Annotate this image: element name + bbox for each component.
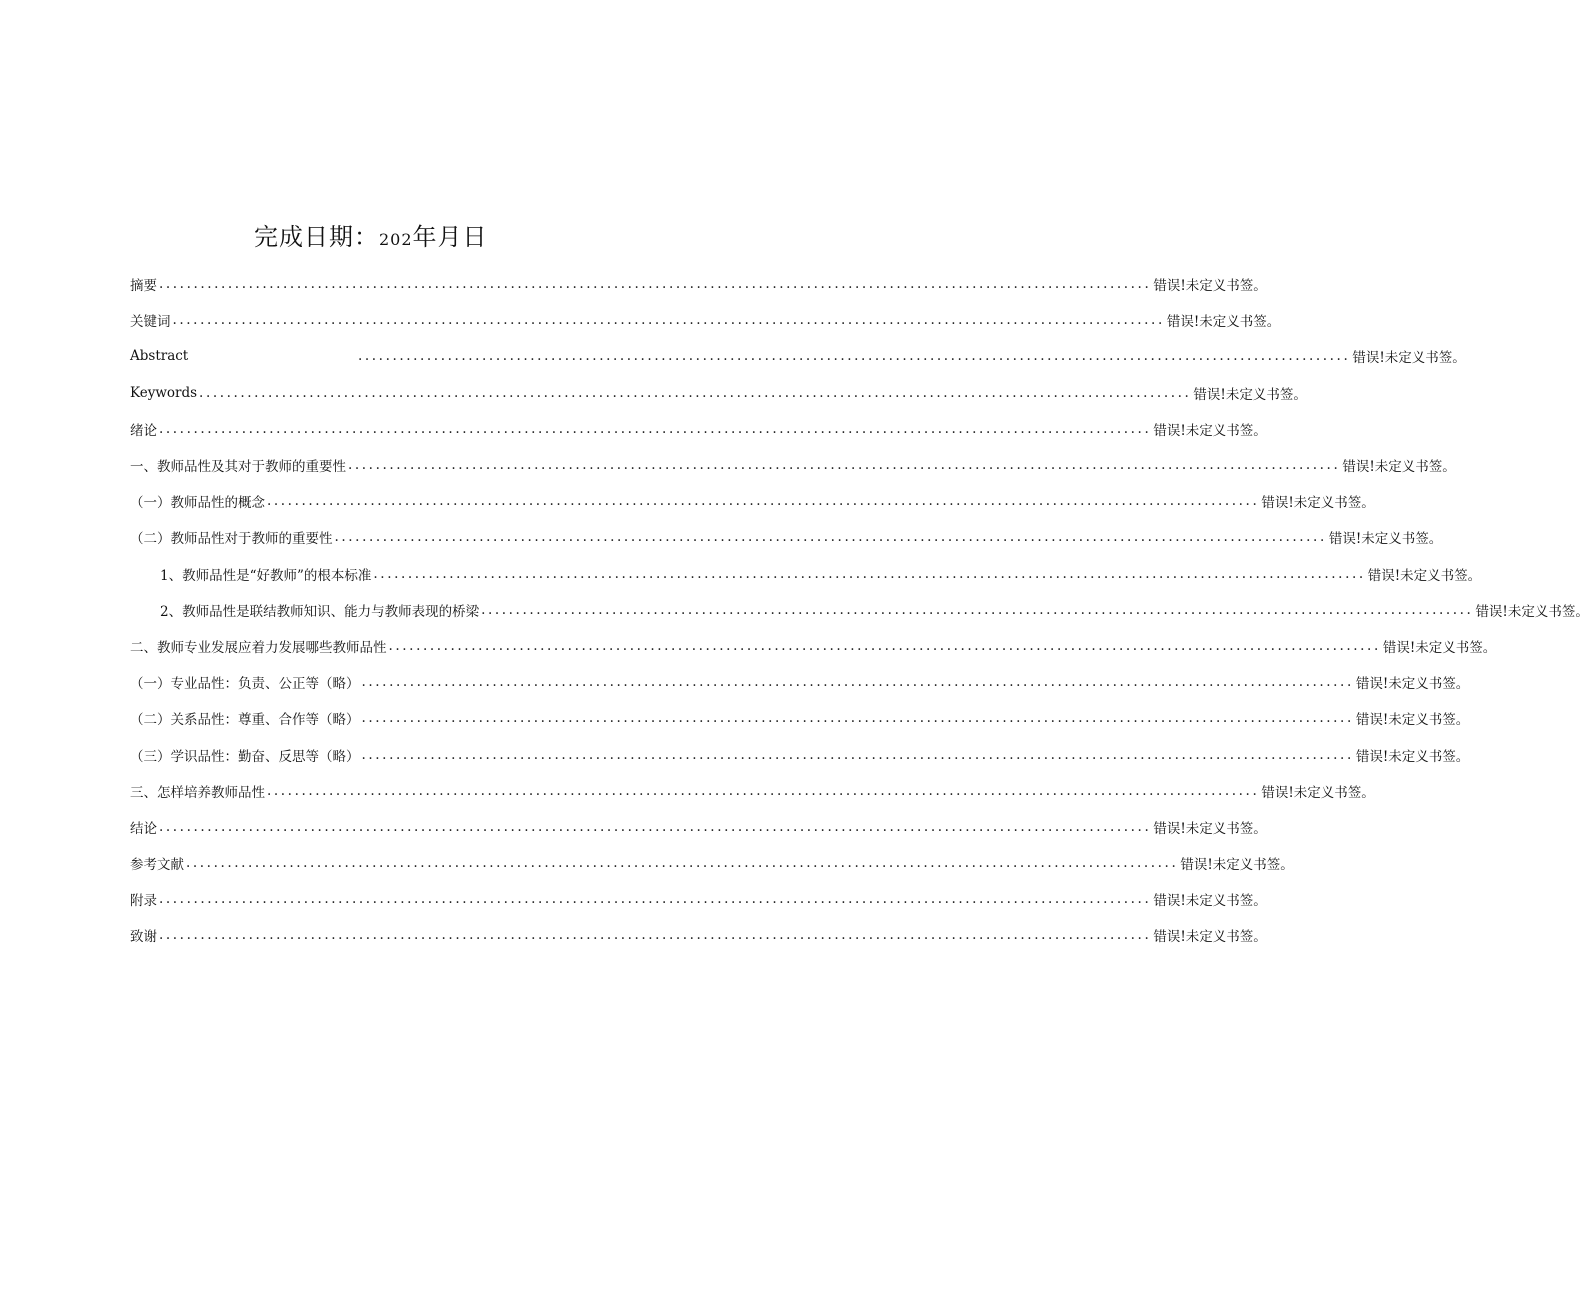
toc-leader-dots: ................................................................................................................................................ [334, 529, 1327, 546]
toc-entry-label: 2、教师品性是联结教师知识、能力与教师表现的桥梁 [160, 603, 480, 620]
toc-entry-page: 错误!未定义书签。 [1153, 893, 1267, 910]
toc-entry-page: 错误!未定义书签。 [1355, 712, 1470, 729]
toc-entry-label: Keywords [130, 384, 198, 401]
toc-entry-references[interactable] [130, 845, 1294, 881]
toc-entry-label: 附录 [130, 893, 157, 910]
toc-leader-dots: ................................................................................................................................................ [159, 891, 1152, 908]
toc-entry-section-2-3[interactable] [130, 736, 1470, 772]
toc-entry-section-1-1[interactable] [130, 483, 1375, 519]
toc-entry-introduction[interactable] [130, 411, 1267, 447]
toc-entry-label: 1、教师品性是“好教师”的根本标准 [160, 567, 372, 584]
toc-entry-conclusion[interactable] [130, 809, 1267, 845]
toc-entry-page: 错误!未定义书签。 [1153, 929, 1267, 946]
toc-entry-subsection-2[interactable] [130, 592, 1589, 628]
toc-leader-dots: ................................................................................................................................................ [186, 855, 1179, 872]
toc-leader-dots: ................................................................................................................................................ [159, 818, 1152, 835]
toc-leader-dots: ................................................................................................................................................ [373, 565, 1366, 582]
toc-entry-label: 绪论 [130, 422, 157, 439]
toc-entry-subsection-1[interactable] [130, 556, 1482, 592]
toc-entry-chapter-1[interactable] [130, 447, 1456, 483]
toc-leader-dots: ................................................................................................................................................ [172, 312, 1165, 329]
toc-leader-dots: ................................................................................................................................................ [159, 420, 1152, 437]
toc-entry-section-2-1[interactable] [130, 664, 1470, 700]
toc-entry-section-1-2[interactable] [130, 519, 1443, 555]
toc-entry-section-2-2[interactable] [130, 700, 1470, 736]
toc-entry-page: 错误!未定义书签。 [1328, 531, 1443, 548]
toc-entry-page: 错误!未定义书签。 [1355, 676, 1470, 693]
toc-entry-label: （一）教师品性的概念 [130, 495, 265, 512]
toc-entry-abstract-cn[interactable] [130, 266, 1267, 302]
toc-entry-chapter-3[interactable] [130, 773, 1375, 809]
toc-entry-page: 错误!未定义书签。 [1355, 748, 1470, 765]
toc-entry-page: 错误!未定义书签。 [1475, 603, 1589, 620]
title-suffix: 年月日 [412, 223, 488, 251]
toc-entry-label: （二）教师品性对于教师的重要性 [130, 531, 333, 548]
toc-entry-page: 错误!未定义书签。 [1261, 495, 1375, 512]
toc-entry-label: 参考文献 [130, 857, 184, 874]
toc-leader-dots: ................................................................................................................................................ [348, 457, 1341, 474]
toc-leader-dots: ................................................................................................................................................ [159, 276, 1152, 293]
toc-entry-label: （二）关系品性：尊重、合作等（略） [130, 712, 360, 729]
toc-entry-page: 错误!未定义书签。 [1367, 567, 1482, 584]
toc-entry-keywords-en[interactable] [130, 375, 1307, 411]
completion-date-title [254, 217, 488, 252]
toc-entry-label: 二、教师专业发展应着力发展哪些教师品性 [130, 639, 387, 656]
toc-entry-label: 三、怎样培养教师品性 [130, 784, 265, 801]
toc-entry-page: 错误!未定义书签。 [1382, 639, 1497, 656]
toc-entry-label: 一、教师品性及其对于教师的重要性 [130, 459, 346, 476]
toc-leader-dots: ................................................................................................................................................ [481, 601, 1474, 618]
toc-entry-acknowledgements[interactable] [130, 917, 1267, 953]
toc-entry-label: 关键词 [130, 314, 171, 331]
toc-leader-dots: ................................................................................................................................................ [159, 927, 1152, 944]
table-of-contents [130, 266, 1589, 954]
toc-leader-dots: ................................................................................................................................................ [361, 746, 1354, 763]
toc-leader-dots: ................................................................................................................................................ [358, 348, 1351, 365]
toc-entry-label: 致谢 [130, 929, 157, 946]
toc-entry-label: 摘要 [130, 278, 157, 295]
toc-entry-page: 错误!未定义书签。 [1153, 422, 1267, 439]
toc-entry-chapter-2[interactable] [130, 628, 1497, 664]
title-prefix: 完成日期： [254, 223, 379, 251]
toc-entry-page: 错误!未定义书签。 [1153, 820, 1267, 837]
toc-entry-appendix[interactable] [130, 881, 1267, 917]
toc-entry-label: （三）学识品性：勤奋、反思等（略） [130, 748, 360, 765]
toc-leader-dots: ................................................................................................................................................ [361, 710, 1354, 727]
toc-entry-label: Abstract [130, 348, 189, 365]
toc-entry-abstract-en[interactable] [130, 338, 1466, 374]
title-year: 202 [379, 230, 413, 249]
toc-entry-page: 错误!未定义书签。 [1261, 784, 1375, 801]
toc-leader-dots: ................................................................................................................................................ [199, 384, 1192, 401]
toc-entry-label: （一）专业品性：负责、公正等（略） [130, 676, 360, 693]
toc-entry-page: 错误!未定义书签。 [1193, 386, 1307, 403]
toc-entry-page: 错误!未定义书签。 [1153, 278, 1267, 295]
toc-entry-keywords-cn[interactable] [130, 302, 1281, 338]
toc-leader-dots: ................................................................................................................................................ [267, 782, 1260, 799]
toc-leader-dots: ................................................................................................................................................ [361, 674, 1354, 691]
toc-entry-page: 错误!未定义书签。 [1166, 314, 1281, 331]
toc-entry-page: 错误!未定义书签。 [1342, 459, 1456, 476]
toc-leader-dots: ................................................................................................................................................ [267, 493, 1260, 510]
toc-entry-label: 结论 [130, 820, 157, 837]
toc-entry-page: 错误!未定义书签。 [1352, 350, 1466, 367]
toc-leader-dots: ................................................................................................................................................ [388, 637, 1381, 654]
toc-entry-page: 错误!未定义书签。 [1180, 857, 1294, 874]
